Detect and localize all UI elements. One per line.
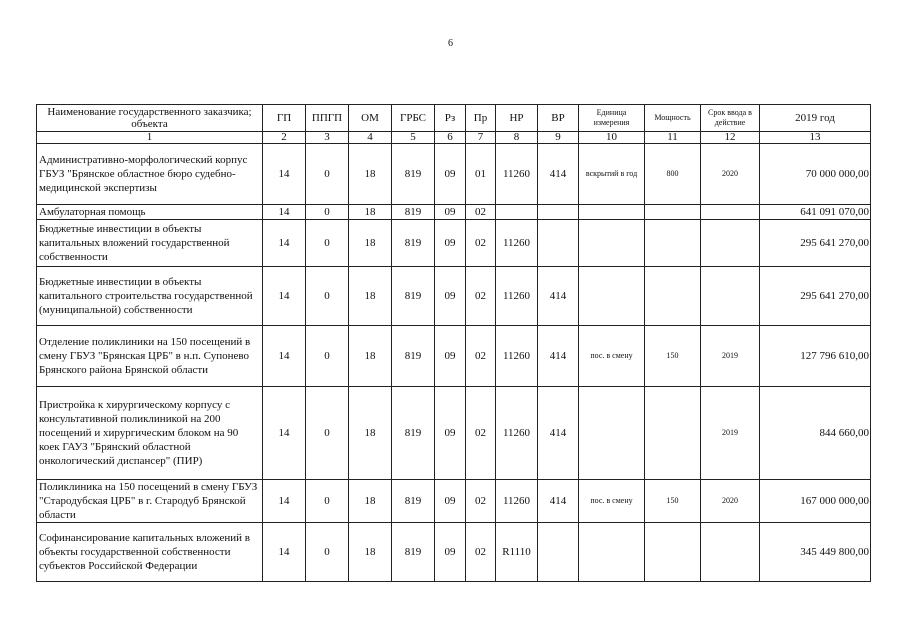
row-vr: 414 [538,326,579,387]
row-amount: 167 000 000,00 [760,480,871,523]
row-pr: 02 [466,220,496,267]
table-row [37,267,871,326]
row-nr: 11260 [496,144,538,205]
row-unit [579,205,645,220]
header-power: Мощность [645,105,701,132]
row-unit: вскрытий в год [579,144,645,205]
header-gp: ГП [263,105,306,132]
row-ppgp: 0 [306,326,349,387]
row-grbs: 819 [392,267,435,326]
row-rz: 09 [435,267,466,326]
row-grbs: 819 [392,523,435,582]
column-number: 4 [349,132,392,144]
row-vr [538,523,579,582]
row-grbs: 819 [392,326,435,387]
row-vr: 414 [538,480,579,523]
row-unit: пос. в смену [579,480,645,523]
row-amount: 844 660,00 [760,387,871,480]
row-term: 2019 [701,387,760,480]
column-numbers-row [37,132,871,144]
row-gp: 14 [263,220,306,267]
row-gp: 14 [263,326,306,387]
row-name: Поликлиника на 150 посещений в смену ГБУЗ "Стародубская ЦРБ" в г. Стародуб Брянской области [37,480,263,523]
row-pr: 02 [466,523,496,582]
row-amount: 641 091 070,00 [760,205,871,220]
row-power: 150 [645,326,701,387]
row-nr: 11260 [496,220,538,267]
row-power [645,523,701,582]
row-om: 18 [349,326,392,387]
row-nr: 11260 [496,480,538,523]
row-name: Амбулаторная помощь [37,205,263,220]
row-vr: 414 [538,267,579,326]
row-grbs: 819 [392,480,435,523]
row-ppgp: 0 [306,387,349,480]
header-pr: Пр [466,105,496,132]
row-om: 18 [349,267,392,326]
row-name: Пристройка к хирургическому корпусу с консультативной поликлиникой на 200 посещений и хирургическим блоком на 90 коек ГАУЗ "Брянский областной онкологический диспансер" (ПИР) [37,387,263,480]
row-name: Административно-морфологический корпус ГБУЗ "Брянское областное бюро судебно-медицинской экспертизы [37,144,263,205]
row-nr: 11260 [496,267,538,326]
header-om: ОМ [349,105,392,132]
row-gp: 14 [263,480,306,523]
header-vr: ВР [538,105,579,132]
row-grbs: 819 [392,387,435,480]
header-ppgp: ППГП [306,105,349,132]
header-name: Наименование государственного заказчика; объекта [37,105,263,132]
row-gp: 14 [263,144,306,205]
row-vr: 414 [538,387,579,480]
row-term: 2020 [701,144,760,205]
row-rz: 09 [435,220,466,267]
row-amount: 295 641 270,00 [760,220,871,267]
page-number: 6 [448,38,453,49]
row-ppgp: 0 [306,220,349,267]
row-pr: 02 [466,205,496,220]
column-number: 13 [760,132,871,144]
row-ppgp: 0 [306,144,349,205]
row-ppgp: 0 [306,523,349,582]
row-ppgp: 0 [306,480,349,523]
row-unit: пос. в смену [579,326,645,387]
column-number: 12 [701,132,760,144]
row-om: 18 [349,523,392,582]
row-power [645,387,701,480]
header-term: Срок ввода в действие [701,105,760,132]
row-amount: 70 000 000,00 [760,144,871,205]
row-om: 18 [349,387,392,480]
column-number: 11 [645,132,701,144]
header-rz: Рз [435,105,466,132]
row-power [645,267,701,326]
header-row [37,105,871,132]
column-number: 9 [538,132,579,144]
budget-table [36,104,871,582]
row-nr: 11260 [496,326,538,387]
row-rz: 09 [435,205,466,220]
row-vr: 414 [538,144,579,205]
row-rz: 09 [435,523,466,582]
row-pr: 01 [466,144,496,205]
table-row [37,220,871,267]
row-name: Отделение поликлиники на 150 посещений в смену ГБУЗ "Брянская ЦРБ" в н.п. Супонево Брянского района Брянской области [37,326,263,387]
column-number: 1 [37,132,263,144]
row-power [645,205,701,220]
row-name: Бюджетные инвестиции в объекты капитального строительства государственной (муниципальной) собственности [37,267,263,326]
table-row [37,480,871,523]
row-term [701,267,760,326]
row-term: 2019 [701,326,760,387]
row-pr: 02 [466,267,496,326]
row-name: Бюджетные инвестиции в объекты капитальных вложений государственной собственности [37,220,263,267]
row-unit [579,267,645,326]
column-number: 2 [263,132,306,144]
row-pr: 02 [466,387,496,480]
row-power: 150 [645,480,701,523]
row-unit [579,387,645,480]
row-nr: R1110 [496,523,538,582]
row-power [645,220,701,267]
row-rz: 09 [435,387,466,480]
row-amount: 345 449 800,00 [760,523,871,582]
table-row [37,144,871,205]
column-number: 10 [579,132,645,144]
row-amount: 127 796 610,00 [760,326,871,387]
row-nr: 11260 [496,387,538,480]
header-unit: Единица измерения [579,105,645,132]
header-grbs: ГРБС [392,105,435,132]
row-om: 18 [349,205,392,220]
row-ppgp: 0 [306,205,349,220]
row-gp: 14 [263,387,306,480]
row-term: 2020 [701,480,760,523]
row-amount: 295 641 270,00 [760,267,871,326]
header-nr: НР [496,105,538,132]
row-unit [579,220,645,267]
row-vr [538,220,579,267]
row-pr: 02 [466,326,496,387]
row-om: 18 [349,144,392,205]
row-rz: 09 [435,480,466,523]
table-row [37,387,871,480]
row-power: 800 [645,144,701,205]
row-name: Софинансирование капитальных вложений в объекты государственной собственности субъектов Российской Федерации [37,523,263,582]
column-number: 6 [435,132,466,144]
row-nr [496,205,538,220]
row-ppgp: 0 [306,267,349,326]
header-year: 2019 год [760,105,871,132]
row-om: 18 [349,220,392,267]
row-pr: 02 [466,480,496,523]
table-row [37,523,871,582]
row-vr [538,205,579,220]
row-om: 18 [349,480,392,523]
row-rz: 09 [435,326,466,387]
row-unit [579,523,645,582]
column-number: 7 [466,132,496,144]
column-number: 8 [496,132,538,144]
table-row [37,205,871,220]
row-gp: 14 [263,267,306,326]
row-grbs: 819 [392,220,435,267]
row-term [701,220,760,267]
row-term [701,205,760,220]
row-gp: 14 [263,205,306,220]
row-grbs: 819 [392,205,435,220]
table-row [37,326,871,387]
row-grbs: 819 [392,144,435,205]
row-term [701,523,760,582]
column-number: 3 [306,132,349,144]
row-gp: 14 [263,523,306,582]
row-rz: 09 [435,144,466,205]
column-number: 5 [392,132,435,144]
